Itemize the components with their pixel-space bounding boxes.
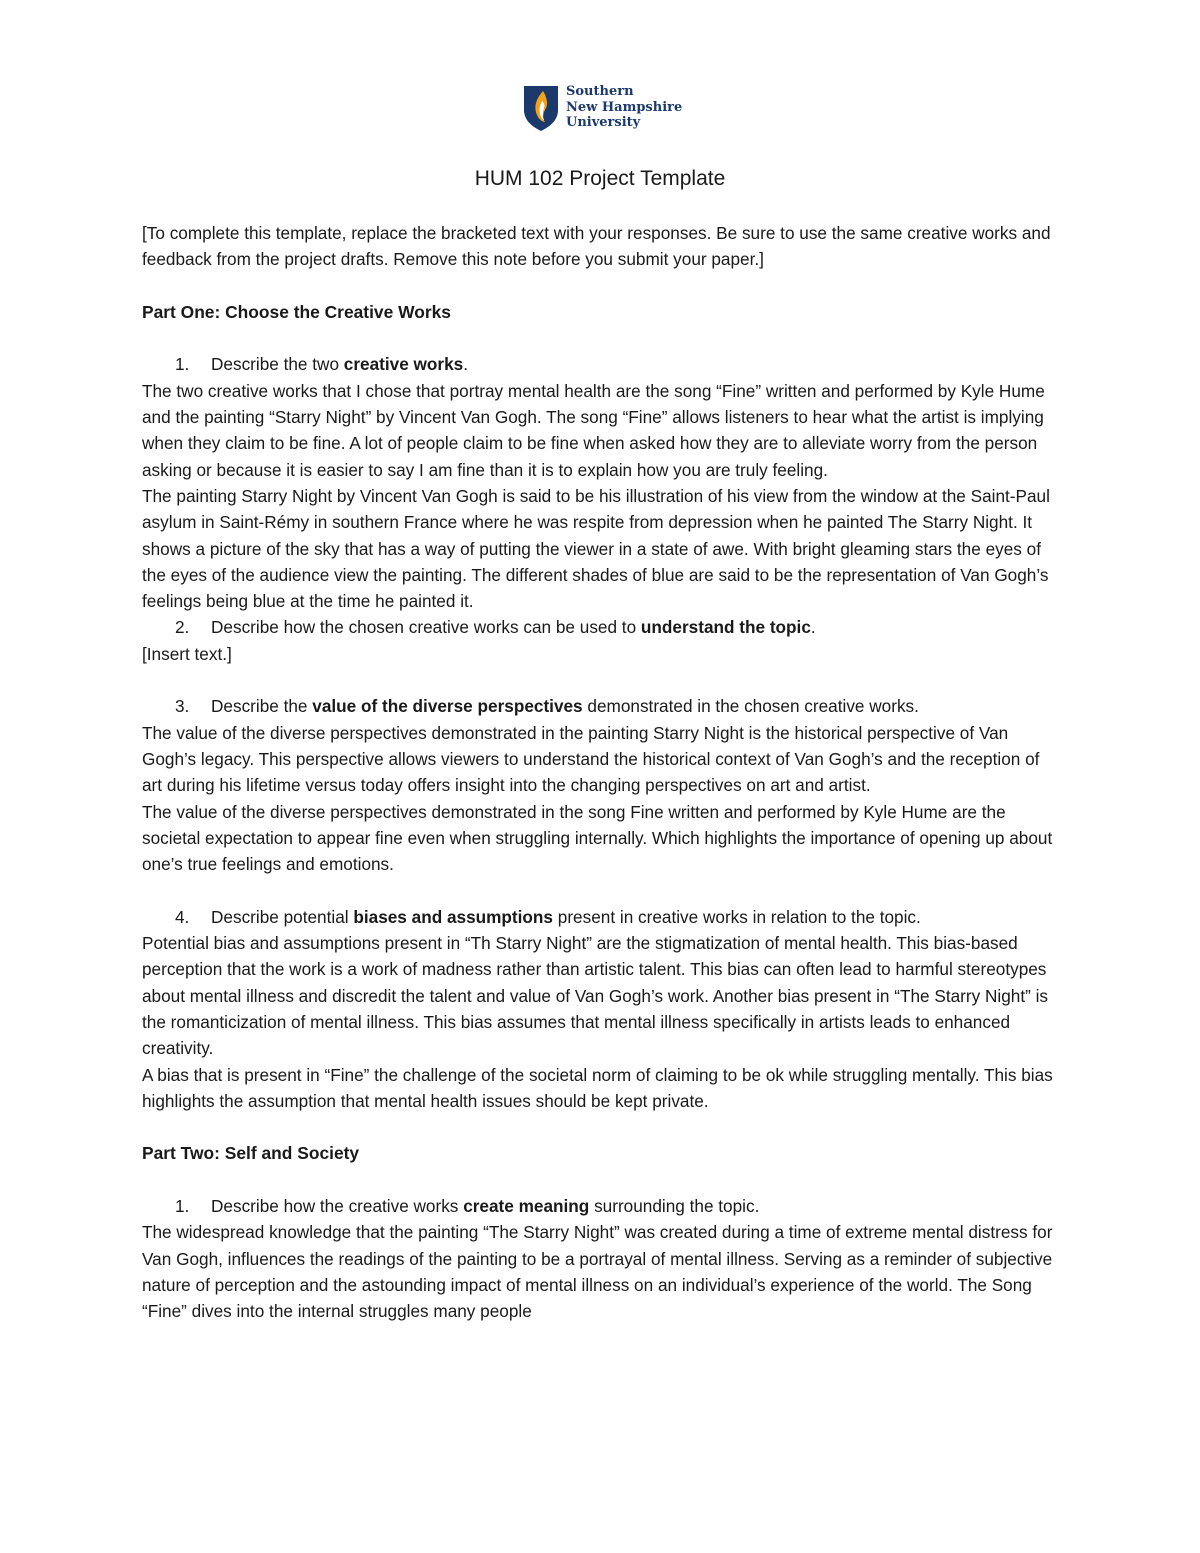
answer-4-paragraph-2: A bias that is present in “Fine” the challenge of the societal norm of claiming to be ok while struggling mentally. This bias highlights the assumption that mental health issues should be kept private. [142, 1064, 1053, 1111]
question-2: 2. Describe how the chosen creative works can be used to understand the topic. [175, 617, 816, 638]
logo-wordmark [566, 84, 682, 131]
question-4: 4. Describe potential biases and assumptions present in creative works in relation to the topic. [175, 906, 921, 927]
part-one-heading: Part One: Choose the Creative Works [142, 301, 451, 322]
part-two-question-1: 1. Describe how the creative works create meaning surrounding the topic. [175, 1195, 760, 1216]
answer-3-paragraph-2: The value of the diverse perspectives demonstrated in the song Fine written and performed by Kyle Hume are the societal expectation to appear fine even when struggling internally. Which highlights the importance of opening up about one’s true feelings and emotions. [142, 801, 1053, 875]
intro-note: [To complete this template, replace the bracketed text with your responses. Be sure to use the same creative works and feedback from the project drafts. Remove this note before you submit your paper.] [142, 223, 1051, 270]
part-two-heading: Part Two: Self and Society [142, 1143, 360, 1164]
answer-2: [Insert text.] [142, 643, 232, 664]
part-two-answer-1: The widespread knowledge that the painting “The Starry Night” was created during a time of extreme mental distress for Van Gogh, influences the readings of the painting to be a portrayal of mental illness. Serving as a reminder of subjective nature of perception and the astounding impact of mental illness on an individual’s experience of the world. The Song “Fine” dives into the internal struggles many people [142, 1222, 1053, 1322]
answer-1-paragraph-2: The painting Starry Night by Vincent Van Gogh is said to be his illustration of his view from the window at the Saint-Paul asylum in Saint-Rémy in southern France where he was respite from depression when he painted The Starry Night. It shows a picture of the sky that has a way of putting the viewer in a state of awe. With bright gleaming stars the eyes of the eyes of the audience view the painting. The different shades of blue are said to be the representation of Van Gogh’s feelings being blue at the time he painted it. [142, 485, 1050, 612]
answer-3-paragraph-1: The value of the diverse perspectives demonstrated in the painting Starry Night is the historical perspective of Van Gogh’s legacy. This perspective allows viewers to understand the historical context of Van Gogh’s and the reception of art during his lifetime versus today offers insight into the changing perspectives on art and artist. [142, 722, 1040, 796]
answer-1-paragraph-1: The two creative works that I chose that portray mental health are the song “Fine” written and performed by Kyle Hume and the painting “Starry Night” by Vincent Van Gogh. The song “Fine” allows listeners to hear what the artist is implying when they claim to be fine. A lot of people claim to be fine when asked how they are to alleviate worry from the person asking or because it is easier to say I am fine than it is to explain how you are truly feeling. [142, 380, 1045, 480]
logo-line-2: New Hampshire [566, 99, 683, 115]
university-logo [522, 84, 692, 134]
logo-line-3: University [566, 115, 641, 130]
logo-line-1: Southern [566, 84, 634, 99]
document-body [142, 220, 1060, 1324]
answer-4-paragraph-1: Potential bias and assumptions present in “Th Starry Night” are the stigmatization of mental health. This bias-based perception that the work is a work of madness rather than artistic talent. This bias can often lead to harmful stereotypes about mental illness and discredit the talent and value of Van Gogh’s work. Another bias present in “The Starry Night” is the romanticization of mental illness. This bias assumes that mental illness specifically in artists leads to enhanced creativity. [142, 933, 1049, 1059]
document-title: HUM 102 Project Template [474, 167, 726, 190]
question-3: 3. Describe the value of the diverse perspectives demonstrated in the chosen creative works. [175, 696, 919, 717]
shield-flame-icon [522, 84, 560, 132]
question-1: 1. Describe the two creative works. [175, 354, 469, 375]
